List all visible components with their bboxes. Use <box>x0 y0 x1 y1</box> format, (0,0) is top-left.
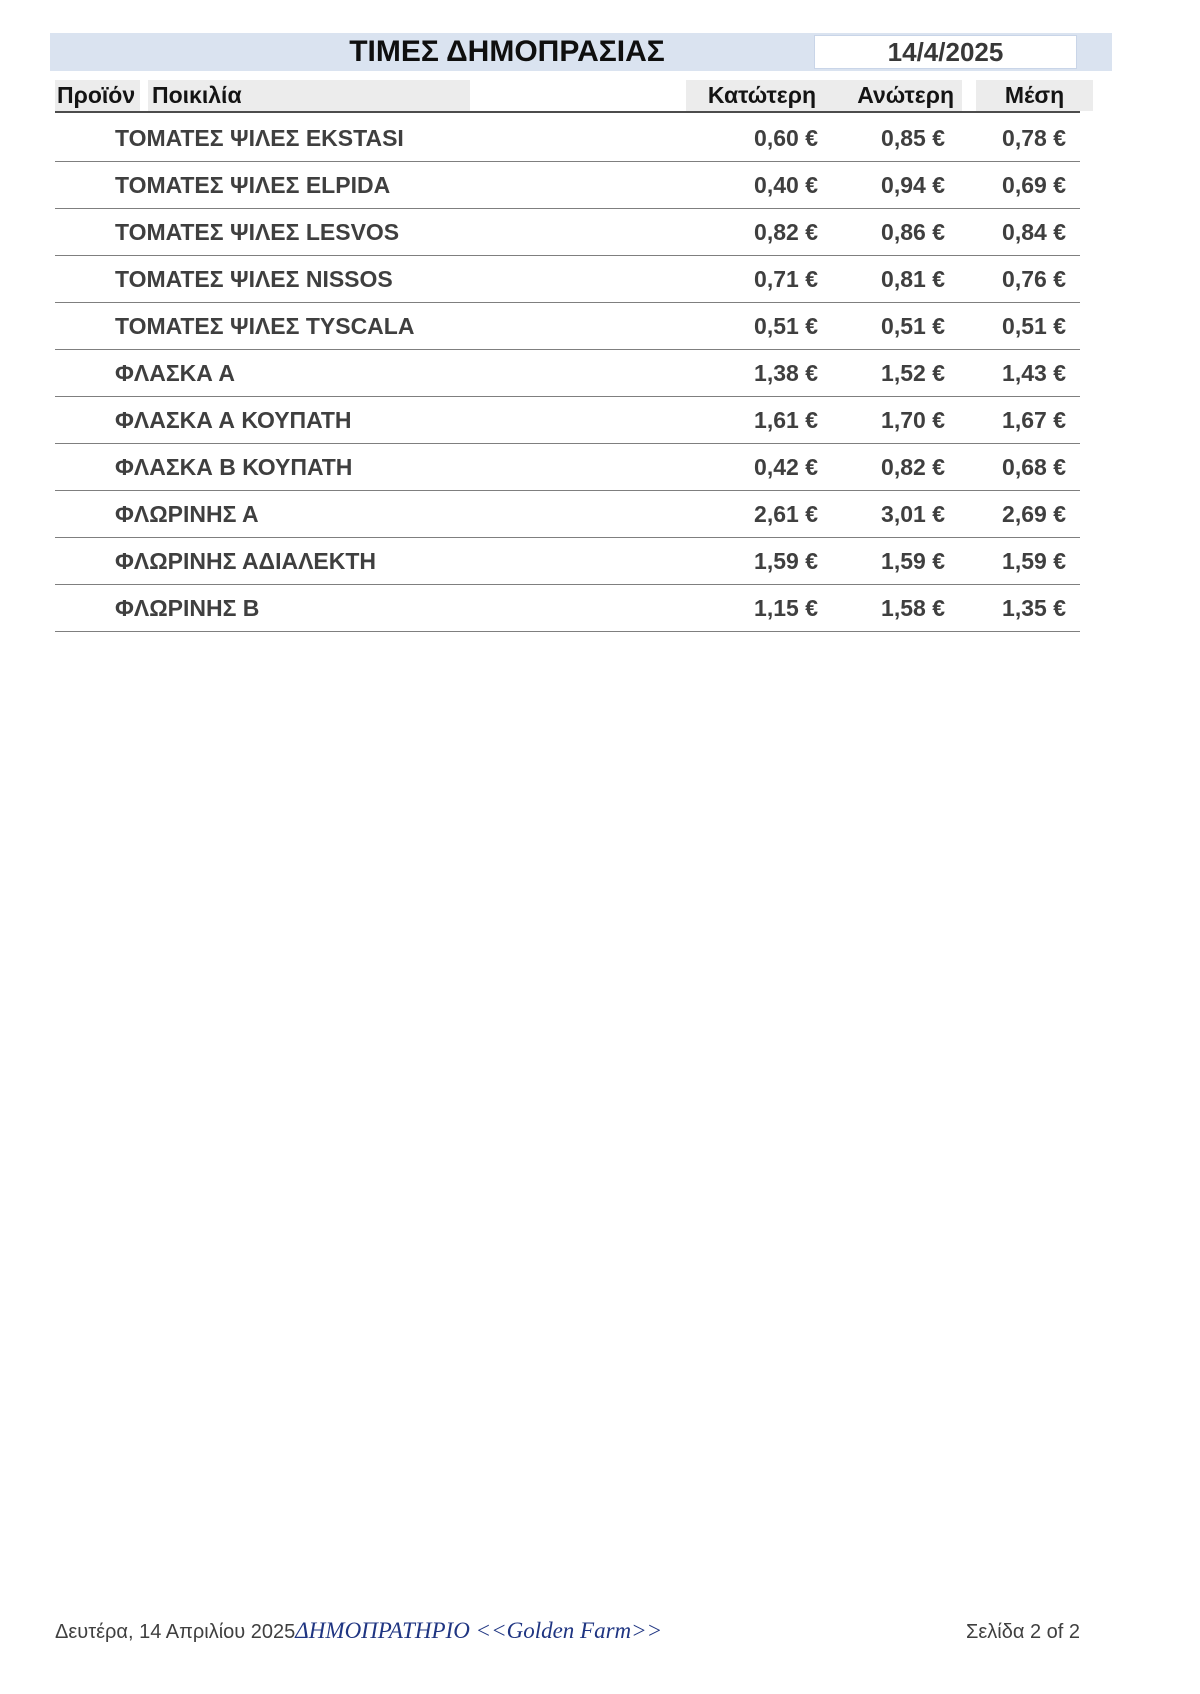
variety-name: ΤΟΜΑΤΕΣ ΨΙΛΕΣ EKSTASI <box>115 124 404 151</box>
variety-name: ΦΛΑΣΚΑ Β ΚΟΥΠΑΤΗ <box>115 453 353 480</box>
table-row <box>55 209 1080 256</box>
average-price: 1,35 € <box>1002 594 1066 621</box>
lowest-price: 0,40 € <box>754 171 818 198</box>
footer-organization: ΔΗΜΟΠΡΑΤΗΡΙΟ <<Golden Farm>> <box>295 1618 663 1643</box>
lowest-price: 1,38 € <box>754 359 818 386</box>
average-price: 1,43 € <box>1002 359 1066 386</box>
table-row <box>55 256 1080 303</box>
table-row <box>55 115 1080 162</box>
column-header-lowest: Κατώτερη <box>707 82 816 108</box>
variety-name: ΦΛΩΡΙΝΗΣ Α <box>115 500 259 527</box>
column-header-product: Προϊόν <box>55 80 140 111</box>
table-row <box>55 303 1080 350</box>
lowest-price: 0,60 € <box>754 124 818 151</box>
column-header-variety: Ποικιλία <box>148 80 470 111</box>
lowest-price: 0,42 € <box>754 453 818 480</box>
highest-price: 3,01 € <box>881 500 945 527</box>
table-row <box>55 491 1080 538</box>
column-header-price-group <box>686 80 962 111</box>
average-price: 1,67 € <box>1002 406 1066 433</box>
table-row <box>55 350 1080 397</box>
lowest-price: 0,71 € <box>754 265 818 292</box>
table-row <box>55 538 1080 585</box>
highest-price: 0,51 € <box>881 312 945 339</box>
variety-name: ΤΟΜΑΤΕΣ ΨΙΛΕΣ ELPIDA <box>115 171 391 198</box>
lowest-price: 1,59 € <box>754 547 818 574</box>
highest-price: 0,86 € <box>881 218 945 245</box>
column-header-average: Μέση <box>976 80 1093 111</box>
table-row <box>55 397 1080 444</box>
lowest-price: 0,51 € <box>754 312 818 339</box>
average-price: 0,68 € <box>1002 453 1066 480</box>
highest-price: 0,81 € <box>881 265 945 292</box>
header-gap <box>962 80 976 111</box>
title-bar <box>50 33 1112 71</box>
table-row <box>55 162 1080 209</box>
table-body <box>55 115 1080 632</box>
footer-page-number: Σελίδα 2 of 2 <box>965 1621 1080 1643</box>
variety-name: ΦΛΩΡΙΝΗΣ ΑΔΙΑΛΕΚΤΗ <box>115 547 377 574</box>
average-price: 0,51 € <box>1002 312 1066 339</box>
variety-name: ΤΟΜΑΤΕΣ ΨΙΛΕΣ NISSOS <box>115 265 393 292</box>
report-date: 14/4/2025 <box>887 36 1004 67</box>
page-footer <box>55 1618 1080 1644</box>
average-price: 0,76 € <box>1002 265 1066 292</box>
lowest-price: 1,61 € <box>754 406 818 433</box>
highest-price: 1,70 € <box>881 406 945 433</box>
highest-price: 0,82 € <box>881 453 945 480</box>
highest-price: 1,52 € <box>881 359 945 386</box>
footer-date: Δευτέρα, 14 Απριλίου 2025 <box>55 1621 296 1643</box>
highest-price: 1,58 € <box>881 594 945 621</box>
average-price: 2,69 € <box>1002 500 1066 527</box>
page-title: ΤΙΜΕΣ ΔΗΜΟΠΡΑΣΙΑΣ <box>349 35 665 68</box>
report-date-box <box>814 35 1077 69</box>
variety-name: ΦΛΑΣΚΑ Α ΚΟΥΠΑΤΗ <box>115 406 352 433</box>
average-price: 0,78 € <box>1002 124 1066 151</box>
highest-price: 0,85 € <box>881 124 945 151</box>
column-header-highest: Ανώτερη <box>857 82 954 108</box>
lowest-price: 2,61 € <box>754 500 818 527</box>
table-row <box>55 585 1080 632</box>
variety-name: ΤΟΜΑΤΕΣ ΨΙΛΕΣ TYSCALA <box>115 312 415 339</box>
lowest-price: 0,82 € <box>754 218 818 245</box>
average-price: 0,84 € <box>1002 218 1066 245</box>
average-price: 0,69 € <box>1002 171 1066 198</box>
average-price: 1,59 € <box>1002 547 1066 574</box>
table-header-row <box>55 80 1080 113</box>
lowest-price: 1,15 € <box>754 594 818 621</box>
highest-price: 0,94 € <box>881 171 945 198</box>
table-row <box>55 444 1080 491</box>
highest-price: 1,59 € <box>881 547 945 574</box>
variety-name: ΦΛΑΣΚΑ Α <box>115 359 235 386</box>
header-spacer <box>470 80 686 111</box>
variety-name: ΦΛΩΡΙΝΗΣ Β <box>115 594 260 621</box>
variety-name: ΤΟΜΑΤΕΣ ΨΙΛΕΣ LESVOS <box>115 218 400 245</box>
header-gap <box>140 80 148 111</box>
